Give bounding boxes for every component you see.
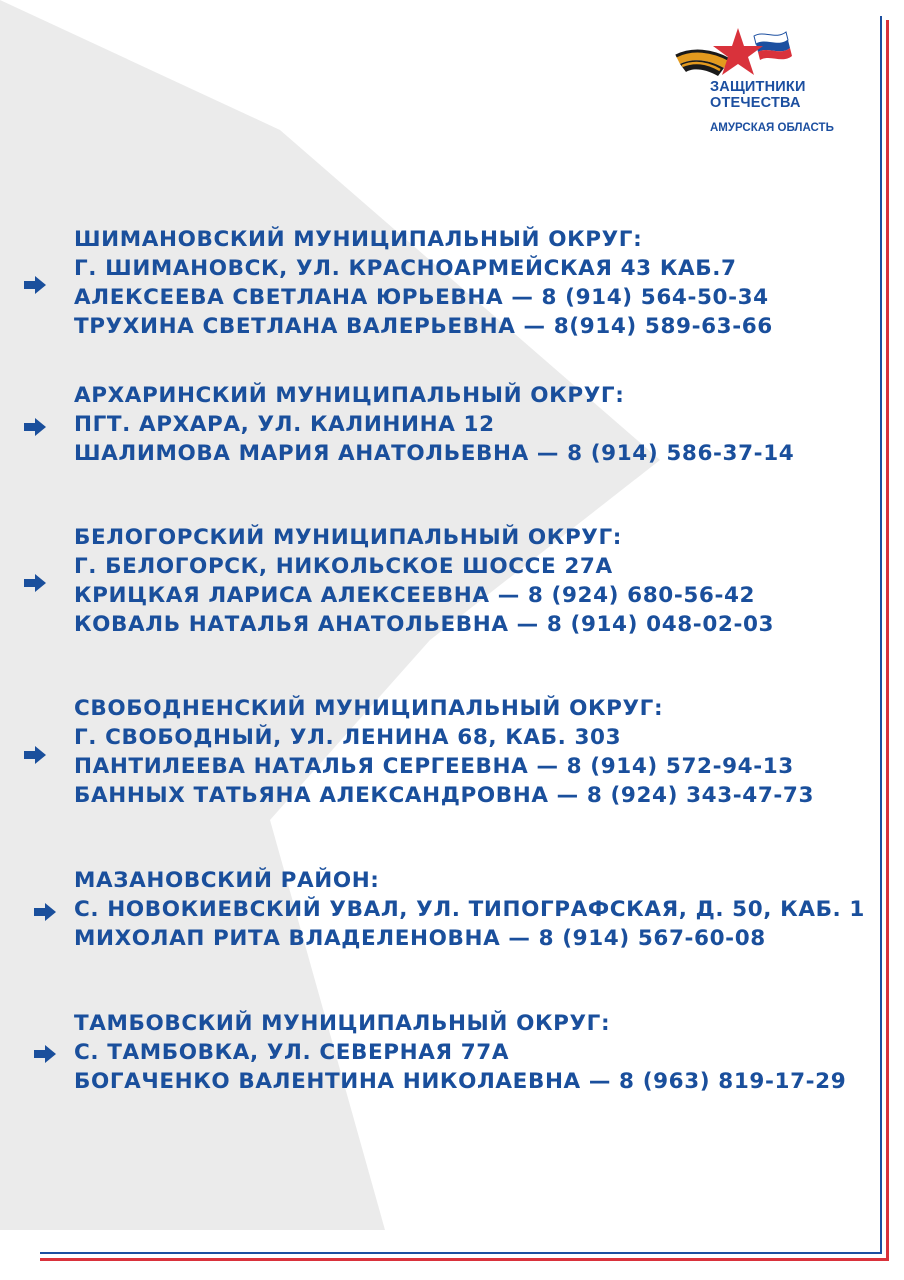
entry-address: С. ТАМБОВКА, УЛ. СЕВЕРНАЯ 77А bbox=[74, 1040, 510, 1065]
entry-belogorsky bbox=[74, 523, 774, 639]
entry-address: Г. БЕЛОГОРСК, НИКОЛЬСКОЕ ШОССЕ 27А bbox=[74, 554, 613, 579]
entry-contact: МИХОЛАП РИТА ВЛАДЕЛЕНОВНА — 8 (914) 567-60-08 bbox=[74, 926, 766, 951]
logo-title bbox=[710, 79, 806, 111]
arrow-right-icon bbox=[24, 746, 46, 764]
logo-title-line2: ОТЕЧЕСТВА bbox=[710, 95, 801, 111]
logo-region: АМУРСКАЯ ОБЛАСТЬ bbox=[710, 122, 834, 134]
arrow-right-icon bbox=[34, 1045, 56, 1063]
arrow-right-icon bbox=[24, 574, 46, 592]
entry-address: Г. ШИМАНОВСК, УЛ. КРАСНОАРМЕЙСКАЯ 43 КАБ.7 bbox=[74, 256, 737, 281]
entry-contact: ШАЛИМОВА МАРИЯ АНАТОЛЬЕВНА — 8 (914) 586-37-14 bbox=[74, 441, 795, 466]
entry-title: СВОБОДНЕНСКИЙ МУНИЦИПАЛЬНЫЙ ОКРУГ: bbox=[74, 696, 664, 721]
frame-line-red-bottom bbox=[40, 1258, 889, 1261]
arrow-right-icon bbox=[34, 903, 56, 921]
entry-arkharinsky bbox=[74, 381, 794, 468]
star-ribbon-flag-icon bbox=[672, 26, 862, 86]
entry-contact: БАННЫХ ТАТЬЯНА АЛЕКСАНДРОВНА — 8 (924) 343-47-73 bbox=[74, 783, 815, 808]
frame-line-red bbox=[886, 20, 889, 1260]
frame-line-blue-bottom bbox=[40, 1252, 882, 1254]
entry-contact: ТРУХИНА СВЕТЛАНА ВАЛЕРЬЕВНА — 8(914) 589-63-66 bbox=[74, 314, 773, 339]
entry-shimanovsky bbox=[74, 225, 773, 341]
entry-contact: КОВАЛЬ НАТАЛЬЯ АНАТОЛЬЕВНА — 8 (914) 048-02-03 bbox=[74, 612, 775, 637]
entry-title: ТАМБОВСКИЙ МУНИЦИПАЛЬНЫЙ ОКРУГ: bbox=[74, 1011, 611, 1036]
entry-contact: КРИЦКАЯ ЛАРИСА АЛЕКСЕЕВНА — 8 (924) 680-56-42 bbox=[74, 583, 756, 608]
frame-line-blue bbox=[880, 16, 882, 1254]
logo bbox=[672, 26, 862, 138]
entry-title: МАЗАНОВСКИЙ РАЙОН: bbox=[74, 868, 380, 893]
entry-title: АРХАРИНСКИЙ МУНИЦИПАЛЬНЫЙ ОКРУГ: bbox=[74, 383, 625, 408]
entry-contact: ПАНТИЛЕЕВА НАТАЛЬЯ СЕРГЕЕВНА — 8 (914) 572-94-13 bbox=[74, 754, 794, 779]
entry-address: С. НОВОКИЕВСКИЙ УВАЛ, УЛ. ТИПОГРАФСКАЯ, Д. 50, КАБ. 1 bbox=[74, 897, 865, 922]
entry-address: Г. СВОБОДНЫЙ, УЛ. ЛЕНИНА 68, КАБ. 303 bbox=[74, 725, 622, 750]
entry-address: ПГТ. АРХАРА, УЛ. КАЛИНИНА 12 bbox=[74, 412, 495, 437]
entry-mazanovsky bbox=[74, 866, 865, 953]
entry-title: БЕЛОГОРСКИЙ МУНИЦИПАЛЬНЫЙ ОКРУГ: bbox=[74, 525, 622, 550]
entry-tambovsky bbox=[74, 1009, 846, 1096]
arrow-right-icon bbox=[24, 276, 46, 294]
arrow-right-icon bbox=[24, 418, 46, 436]
entry-svobodnensky bbox=[74, 694, 814, 810]
logo-title-line1: ЗАЩИТНИКИ bbox=[710, 79, 806, 95]
entry-title: ШИМАНОВСКИЙ МУНИЦИПАЛЬНЫЙ ОКРУГ: bbox=[74, 227, 643, 252]
entry-contact: АЛЕКСЕЕВА СВЕТЛАНА ЮРЬЕВНА — 8 (914) 564-50-34 bbox=[74, 285, 769, 310]
entry-contact: БОГАЧЕНКО ВАЛЕНТИНА НИКОЛАЕВНА — 8 (963) 819-17-29 bbox=[74, 1069, 847, 1094]
